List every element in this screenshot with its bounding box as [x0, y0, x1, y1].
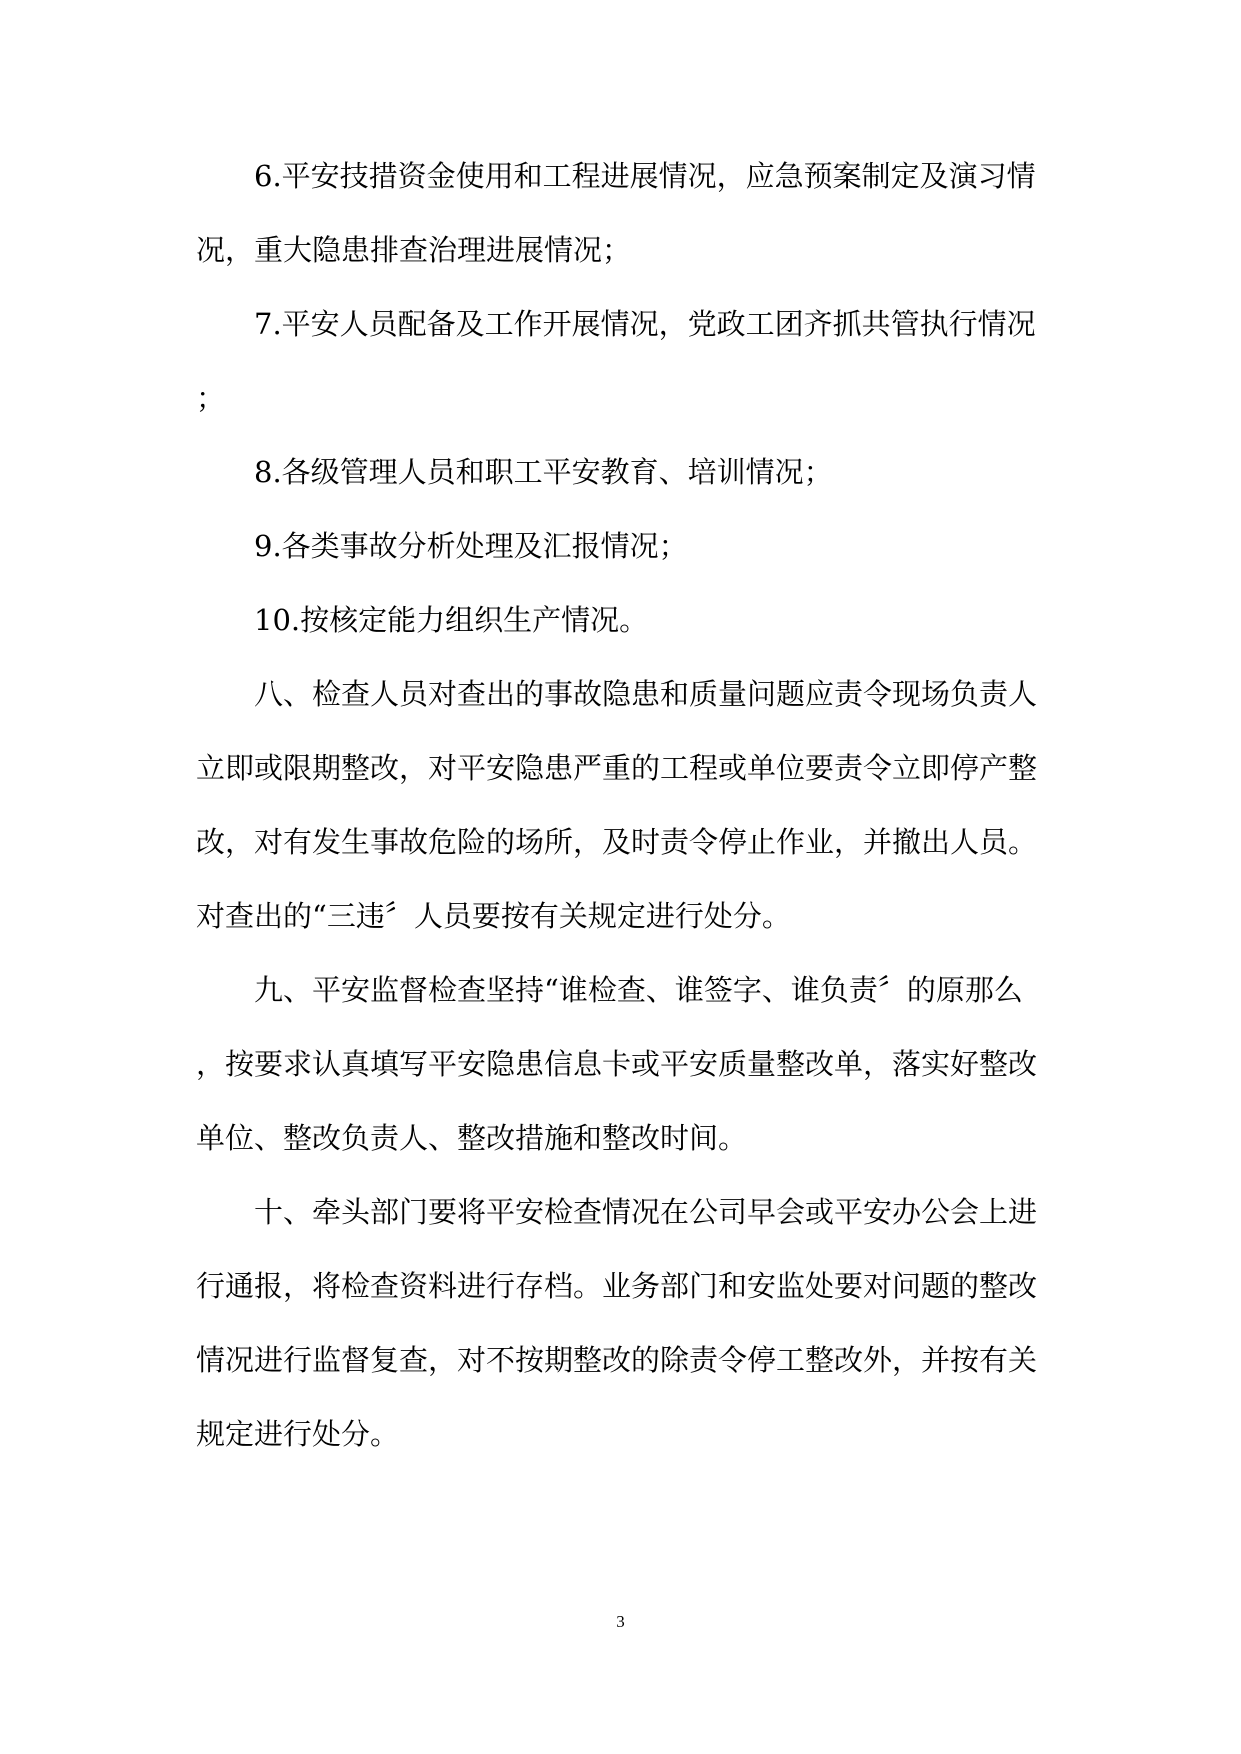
text-line: 九、平安监督检查坚持“谁检查、谁签字、谁负责〞的原那么	[254, 973, 1023, 1007]
text-line: 8.各级管理人员和职工平安教育、培训情况；	[254, 455, 833, 489]
text-line: ；	[196, 381, 226, 415]
text-line: 10.按核定能力组织生产情况。	[254, 603, 649, 637]
text-line: 立即或限期整改，对平安隐患严重的工程或单位要责令立即停产整	[196, 751, 1038, 785]
text-line: 9.各类事故分析处理及汇报情况；	[254, 529, 688, 563]
page-number: 3	[616, 1612, 625, 1631]
text-line: 情况进行监督复查，对不按期整改的除责令停工整改外，并按有关	[196, 1343, 1038, 1377]
text-line: ，按要求认真填写平安隐患信息卡或平安质量整改单，落实好整改	[196, 1047, 1038, 1081]
text-line: 八、检查人员对查出的事故隐患和质量问题应责令现场负责人	[254, 677, 1038, 711]
text-line: 单位、整改负责人、整改措施和整改时间。	[196, 1121, 748, 1155]
text-line: 行通报，将检查资料进行存档。业务部门和安监处要对问题的整改	[196, 1269, 1038, 1303]
text-line: 况，重大隐患排查治理进展情况；	[196, 233, 632, 267]
text-line: 规定进行处分。	[196, 1417, 400, 1451]
text-line: 改，对有发生事故危险的场所，及时责令停止作业，并撤出人员。	[196, 825, 1038, 859]
text-line: 7.平安人员配备及工作开展情况，党政工团齐抓共管执行情况	[254, 307, 1036, 341]
text-line: 十、牵头部门要将平安检查情况在公司早会或平安办公会上进	[254, 1195, 1038, 1229]
text-line: 对查出的“三违〞人员要按有关规定进行处分。	[196, 899, 791, 933]
text-line: 6.平安技措资金使用和工程进展情况，应急预案制定及演习情	[254, 159, 1036, 193]
